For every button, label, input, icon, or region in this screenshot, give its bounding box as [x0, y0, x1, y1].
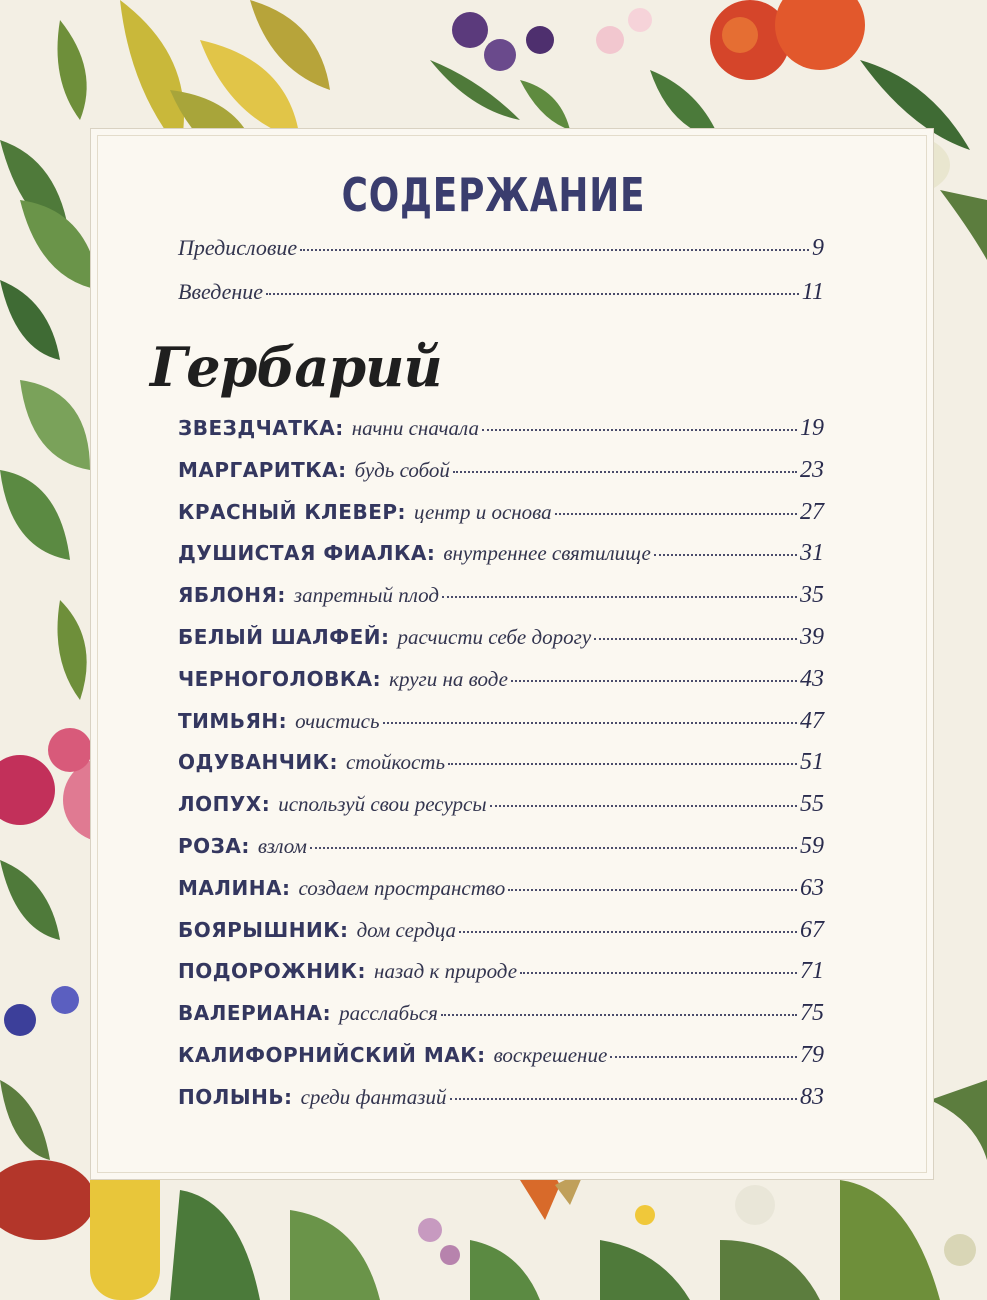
page-number: 83 [800, 1083, 824, 1110]
page-number: 47 [800, 707, 824, 734]
dot-leader [459, 931, 797, 933]
violet-flowers-illustration [430, 12, 570, 130]
entry-theme: очистись [295, 708, 380, 733]
dot-leader [520, 972, 797, 974]
page-number: 71 [800, 958, 824, 985]
section-title: Гербарий [150, 335, 442, 399]
toc-entry[interactable] [178, 457, 824, 497]
entry-theme: расчисти себе дорогу [397, 625, 592, 649]
entry-theme: стойкость [345, 750, 446, 775]
dot-leader [442, 596, 797, 598]
toc-entry[interactable] [178, 666, 824, 706]
dot-leader [594, 638, 797, 640]
toc-entry[interactable] [178, 415, 824, 455]
entry-theme: среди фантазий [300, 1084, 447, 1109]
toc-entry[interactable] [178, 540, 824, 580]
page-number: 63 [800, 874, 824, 901]
page-number: 35 [800, 582, 824, 609]
plant-name: БЕЛЫЙ ШАЛФЕЙ: [178, 625, 390, 649]
plant-name: МАРГАРИТКА: [178, 457, 347, 482]
dot-leader [310, 847, 797, 849]
plant-name: ЧЕРНОГОЛОВКА: [178, 666, 382, 691]
page-number: 9 [812, 235, 824, 261]
dot-leader [482, 429, 797, 431]
plant-name: ЗВЕЗДЧАТКА: [178, 416, 344, 440]
plant-name: ПОДОРОЖНИК: [178, 959, 367, 984]
dot-leader [453, 471, 797, 473]
dot-leader [383, 722, 797, 724]
plant-name: ВАЛЕРИАНА: [178, 1001, 332, 1026]
entry-theme: дом сердца [356, 917, 457, 942]
toc-entry[interactable] [178, 917, 824, 957]
dot-leader [610, 1056, 797, 1058]
entry-theme: используй свои ресурсы [278, 792, 487, 817]
toc-entry[interactable] [178, 624, 824, 664]
toc-entry[interactable] [178, 708, 824, 748]
page-number: 19 [800, 415, 824, 441]
entry-theme: воскрешение [493, 1043, 608, 1067]
front-matter-title: Предисловие [178, 235, 298, 260]
dot-leader [508, 889, 797, 891]
entry-theme: назад к природе [374, 959, 518, 984]
page-number: 43 [800, 665, 824, 692]
plant-name: РОЗА: [178, 834, 250, 858]
page-number: 31 [800, 540, 824, 567]
toc-entry[interactable] [178, 958, 824, 998]
entry-theme: запретный плод [293, 583, 439, 608]
toc-entry[interactable] [178, 875, 824, 915]
toc-entry[interactable] [178, 1042, 824, 1082]
page-number: 55 [800, 791, 824, 818]
dot-leader [266, 293, 799, 295]
page-number: 11 [801, 279, 824, 305]
toc-entry[interactable] [178, 499, 824, 539]
page-number: 59 [800, 833, 824, 859]
plant-name: ЛОПУХ: [178, 792, 271, 817]
entry-theme: расслабься [339, 1001, 438, 1026]
toc-entry[interactable] [178, 749, 824, 789]
plant-name: ДУШИСТАЯ ФИАЛКА: [178, 541, 436, 566]
dot-leader [490, 805, 797, 807]
right-plant-illustration [930, 1080, 987, 1160]
dot-leader [450, 1098, 798, 1100]
toc-entry[interactable] [178, 1000, 824, 1040]
dot-leader [511, 680, 797, 682]
entry-theme: будь собой [354, 457, 450, 482]
plant-name: ОДУВАНЧИК: [178, 750, 338, 775]
dot-leader [441, 1014, 797, 1016]
page-title: СОДЕРЖАНИЕ [341, 168, 646, 222]
page-number: 27 [800, 498, 824, 525]
page-number: 23 [800, 456, 824, 483]
plant-name: ПОЛЫНЬ: [178, 1084, 293, 1109]
page-number: 67 [800, 916, 824, 943]
page-number: 79 [800, 1042, 824, 1068]
dot-leader [448, 763, 797, 765]
front-matter-item[interactable] [178, 279, 824, 319]
entry-theme: создаем пространство [298, 875, 506, 900]
entry-theme: взлом [257, 834, 307, 858]
toc-entry[interactable] [178, 791, 824, 831]
toc-entry[interactable] [178, 582, 824, 622]
entry-theme: центр и основа [414, 499, 552, 524]
plant-name: КРАСНЫЙ КЛЕВЕР: [178, 499, 407, 524]
toc-entry[interactable] [178, 1084, 824, 1124]
front-matter-item[interactable] [178, 235, 824, 275]
plant-name: КАЛИФОРНИЙСКИЙ МАК: [178, 1043, 486, 1067]
dot-leader [654, 554, 797, 556]
dot-leader [555, 513, 797, 515]
entry-theme: начни сначала [351, 416, 479, 440]
plant-name: МАЛИНА: [178, 875, 291, 900]
left-leaves-illustration [0, 140, 100, 700]
dot-leader [300, 249, 809, 251]
page-number: 51 [800, 749, 824, 776]
toc-entry[interactable] [178, 833, 824, 873]
plant-name: ЯБЛОНЯ: [178, 583, 286, 608]
page-number: 75 [800, 1000, 824, 1027]
front-matter-title: Введение [178, 279, 264, 304]
entry-theme: круги на воде [389, 666, 508, 691]
plant-name: БОЯРЫШНИК: [178, 917, 349, 942]
page-number: 39 [800, 624, 824, 650]
plant-name: ТИМЬЯН: [178, 708, 288, 733]
entry-theme: внутреннее святилище [443, 541, 651, 566]
